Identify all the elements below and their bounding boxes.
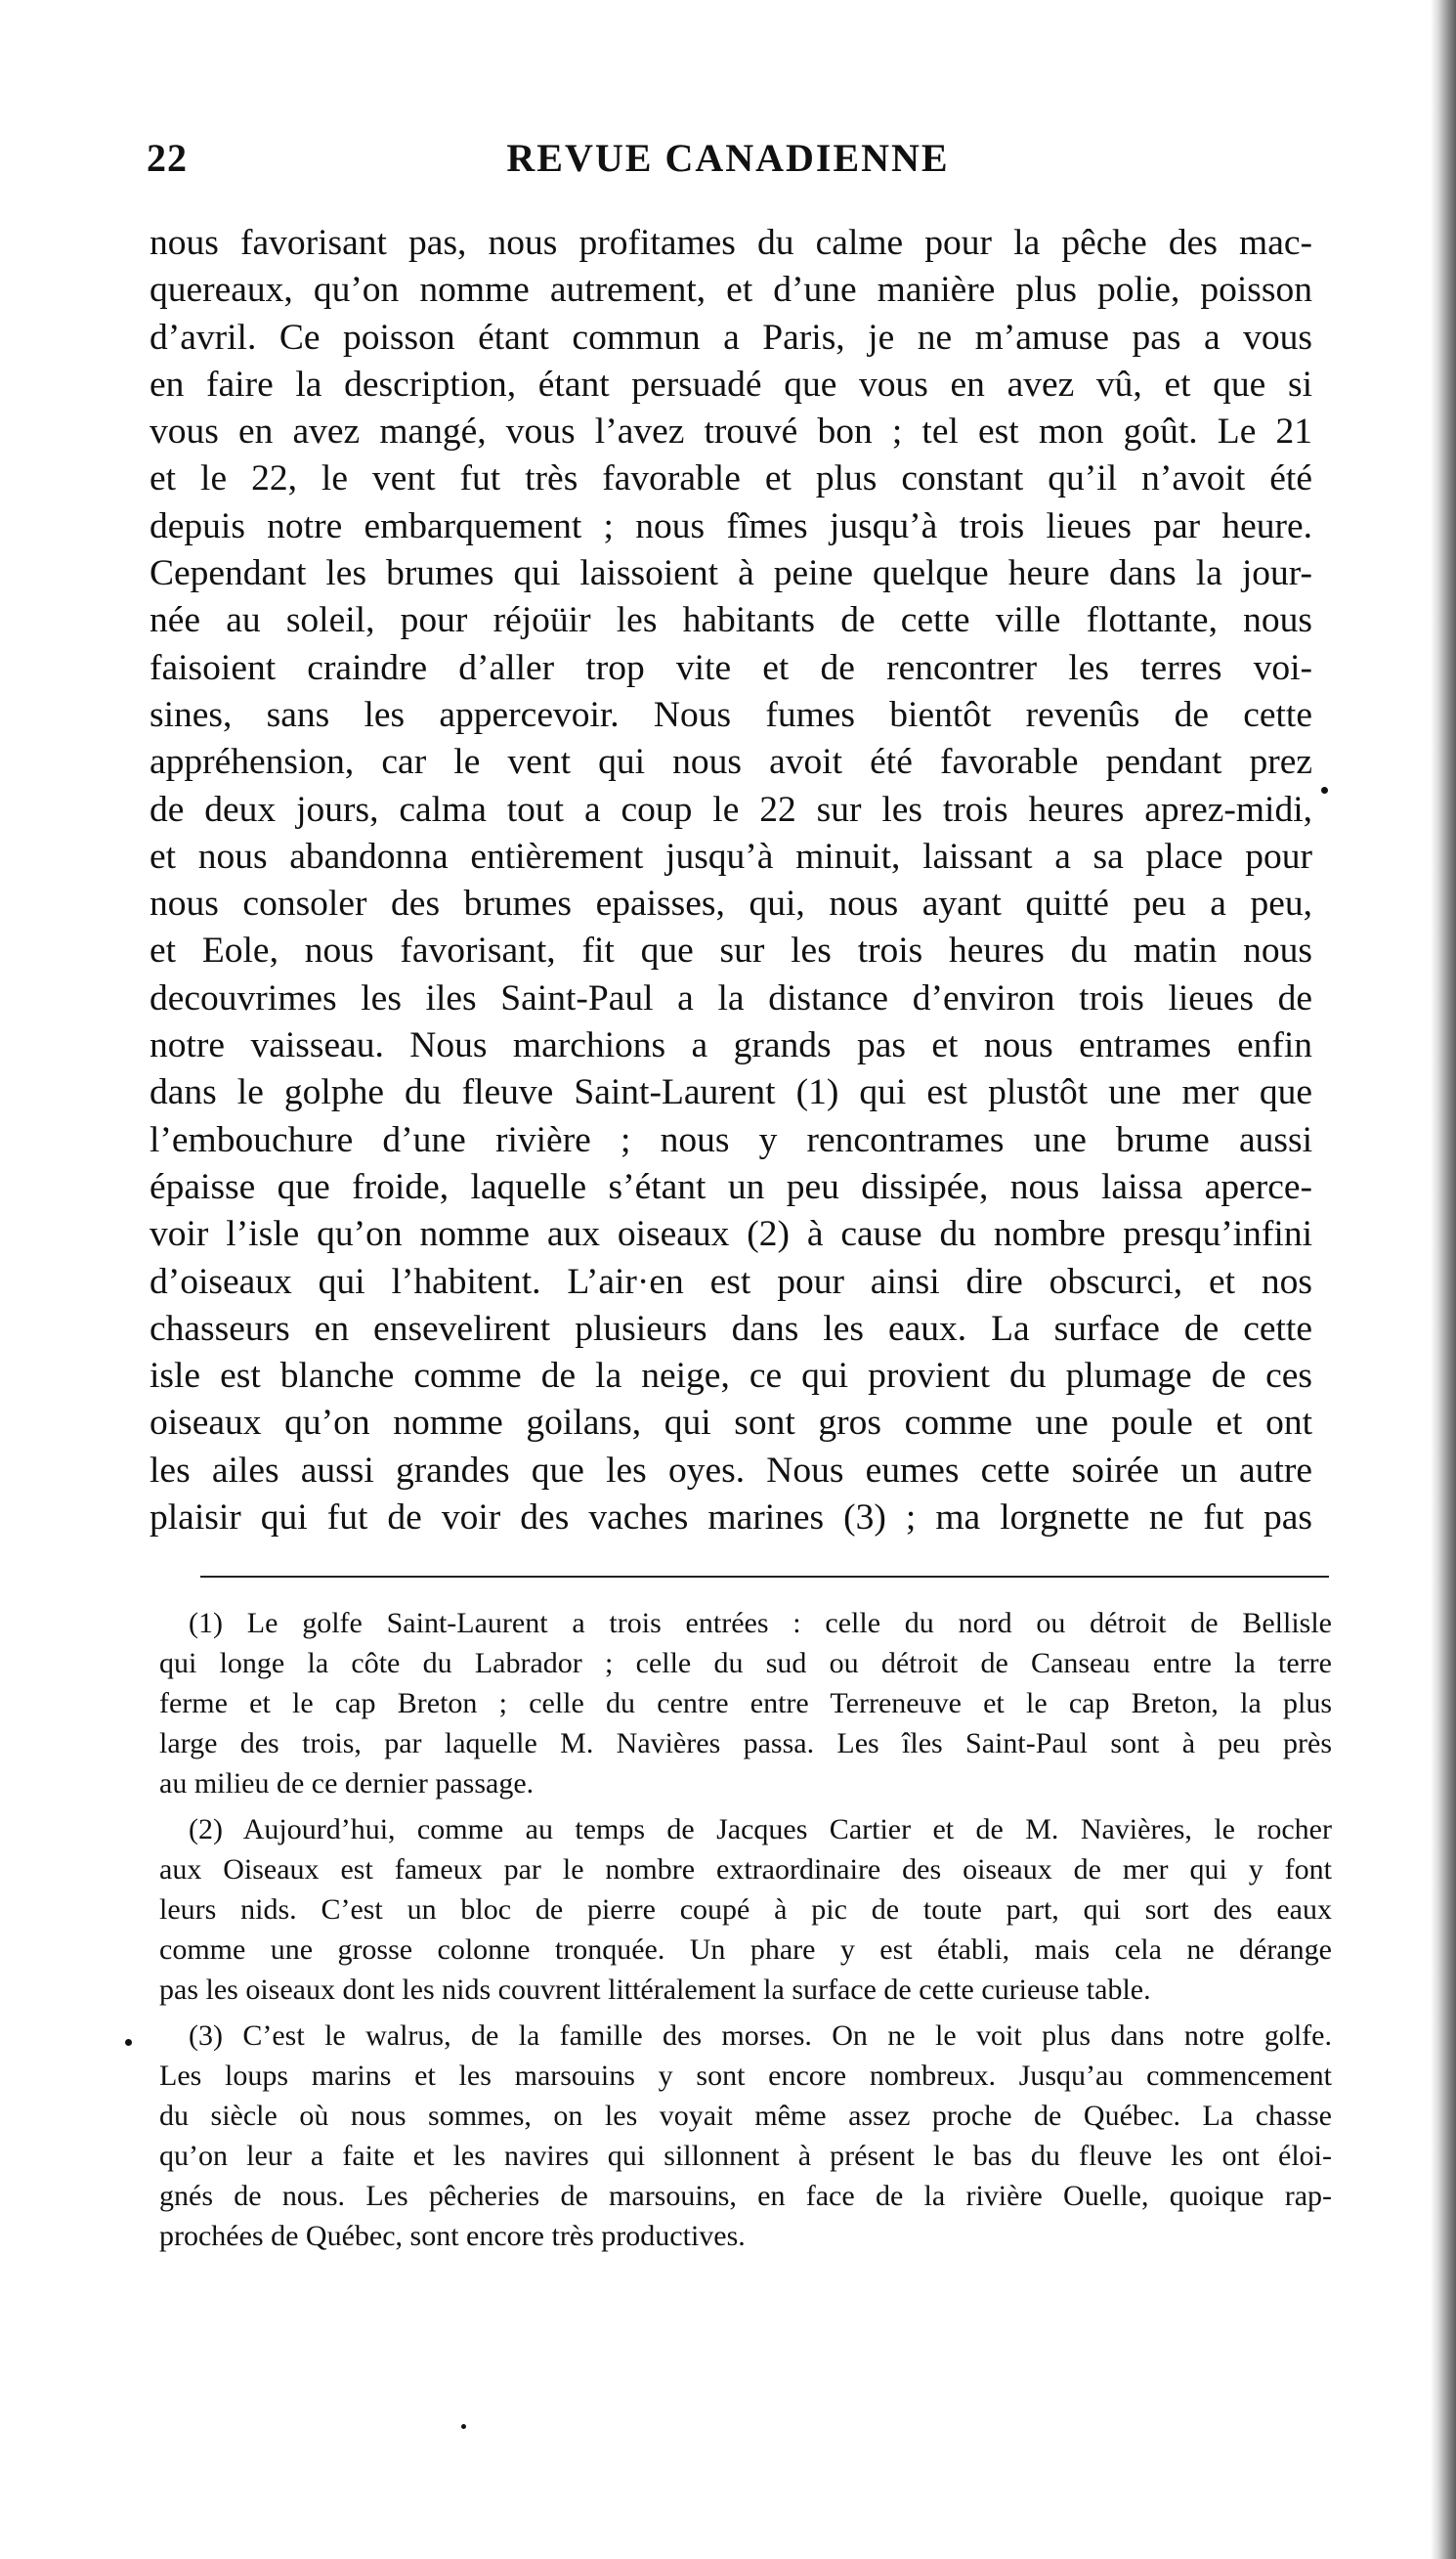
text-line: appréhension, car le vent qui nous avoit été favorable pendant prez	[150, 742, 1312, 783]
main-text	[150, 220, 1312, 1541]
text-line: depuis notre embarquement ; nous fîmes jusqu’à trois lieues par heure.	[150, 505, 1312, 546]
text-line: sines, sans les appercevoir. Nous fumes bientôt revenûs de cette	[150, 694, 1312, 735]
footnote-line: (1) Le golfe Saint-Laurent a trois entrées : celle du nord ou détroit de Bellisle	[189, 1607, 1332, 1639]
footnote-line: comme une grosse colonne tronquée. Un phare y est établi, mais cela ne dérange	[159, 1933, 1332, 1966]
text-line: faisoient craindre d’aller trop vite et de rencontrer les terres voi-	[150, 647, 1312, 688]
text-line: chasseurs en ensevelirent plusieurs dans les eaux. La surface de cette	[150, 1308, 1312, 1349]
page-number: 22	[147, 136, 188, 180]
text-line: l’embouchure d’une rivière ; nous y rencontrames une brume aussi	[150, 1119, 1312, 1160]
page-header	[147, 125, 1309, 194]
footnote-line: ferme et le cap Breton ; celle du centre entre Terreneuve et le cap Breton, la plus	[159, 1687, 1332, 1719]
footnote-line: pas les oiseaux dont les nids couvrent littéralement la surface de cette curieuse table.	[159, 1973, 1151, 2006]
footnotes	[159, 1603, 1332, 2256]
text-line: quereaux, qu’on nomme autrement, et d’une manière plus polie, poisson	[150, 270, 1312, 311]
footnote-line: au milieu de ce dernier passage.	[159, 1767, 535, 1800]
text-line: les ailes aussi grandes que les oyes. Nous eumes cette soirée un autre	[150, 1450, 1312, 1491]
footnote-line: (2) Aujourd’hui, comme au temps de Jacques Cartier et de M. Navières, le rocher	[189, 1813, 1332, 1845]
footnote-line: Les loups marins et les marsouins y sont encore nombreux. Jusqu’au commencement	[159, 2060, 1332, 2092]
text-line: et Eole, nous favorisant, fit que sur les trois heures du matin nous	[150, 931, 1312, 972]
footnote-line: leurs nids. C’est un bloc de pierre coupé à pic de toute part, qui sort des eaux	[159, 1893, 1332, 1926]
footnote-line: large des trois, par laquelle M. Navières passa. Les îles Saint-Paul sont à peu près	[159, 1727, 1332, 1759]
text-line: d’oiseaux qui l’habitent. L’air·en est pour ainsi dire obscurci, et nos	[150, 1261, 1312, 1302]
text-line: nous consoler des brumes epaisses, qui, nous ayant quitté peu a peu,	[150, 884, 1312, 925]
text-line: d’avril. Ce poisson étant commun a Paris, je ne m’amuse pas a vous	[150, 317, 1312, 358]
text-line: et nous abandonna entièrement jusqu’à minuit, laissant a sa place pour	[150, 836, 1312, 877]
text-line: voir l’isle qu’on nomme aux oiseaux (2) à cause du nombre presqu’infini	[150, 1214, 1312, 1255]
footnote-line: aux Oiseaux est fameux par le nombre extraordinaire des oiseaux de mer qui y font	[159, 1853, 1332, 1886]
footnote-line: qu’on leur a faite et les navires qui sillonnent à présent le bas du fleuve les ont éloi-	[159, 2140, 1332, 2172]
footnote-separator	[200, 1576, 1329, 1578]
text-line: épaisse que froide, laquelle s’étant un peu dissipée, nous laissa aperce-	[150, 1166, 1312, 1207]
text-line: decouvrimes les iles Saint-Paul a la distance d’environ trois lieues de	[150, 977, 1312, 1019]
footnote-3	[159, 2016, 1332, 2256]
text-line: notre vaisseau. Nous marchions a grands pas et nous entrames enfin	[150, 1025, 1312, 1066]
text-line: isle est blanche comme de la neige, ce qui provient du plumage de ces	[150, 1356, 1312, 1397]
text-line: de deux jours, calma tout a coup le 22 sur les trois heures aprez-midi,	[150, 789, 1312, 830]
text-line: née au soleil, pour réjoüir les habitants de cette ville flottante, nous	[150, 600, 1312, 641]
margin-mark	[1321, 787, 1328, 794]
footnote-1	[159, 1603, 1332, 1803]
text-line: vous en avez mangé, vous l’avez trouvé bon ; tel est mon goût. Le 21	[150, 412, 1312, 453]
text-line: en faire la description, étant persuadé que vous en avez vû, et que si	[150, 364, 1312, 405]
running-title: REVUE CANADIENNE	[506, 136, 950, 180]
speck-mark	[461, 2424, 466, 2429]
text-line: nous favorisant pas, nous profitames du calme pour la pêche des mac-	[150, 223, 1312, 263]
footnote-2	[159, 1809, 1332, 2010]
footnote-line: qui longe la côte du Labrador ; celle du sud ou détroit de Canseau entre la terre	[159, 1647, 1332, 1679]
text-line: Cependant les brumes qui laissoient à peine quelque heure dans la jour-	[150, 553, 1312, 594]
text-line: oiseaux qu’on nomme goilans, qui sont gros comme une poule et ont	[150, 1403, 1312, 1444]
page-edge-shadow	[1431, 0, 1456, 2559]
footnote-line: du siècle où nous sommes, on les voyait même assez proche de Québec. La chasse	[159, 2100, 1332, 2132]
margin-mark	[125, 2039, 132, 2046]
text-line: dans le golphe du fleuve Saint-Laurent (1) qui est plustôt une mer que	[150, 1072, 1312, 1113]
text-line: et le 22, le vent fut très favorable et plus constant qu’il n’avoit été	[150, 458, 1312, 499]
footnote-line: gnés de nous. Les pêcheries de marsouins, en face de la rivière Ouelle, quoique rap-	[159, 2180, 1332, 2212]
footnote-line: (3) C’est le walrus, de la famille des morses. On ne le voit plus dans notre golfe.	[189, 2019, 1332, 2052]
footnote-line: prochées de Québec, sont encore très productives.	[159, 2220, 746, 2252]
text-line: plaisir qui fut de voir des vaches marines (3) ; ma lorgnette ne fut pas	[150, 1497, 1312, 1539]
